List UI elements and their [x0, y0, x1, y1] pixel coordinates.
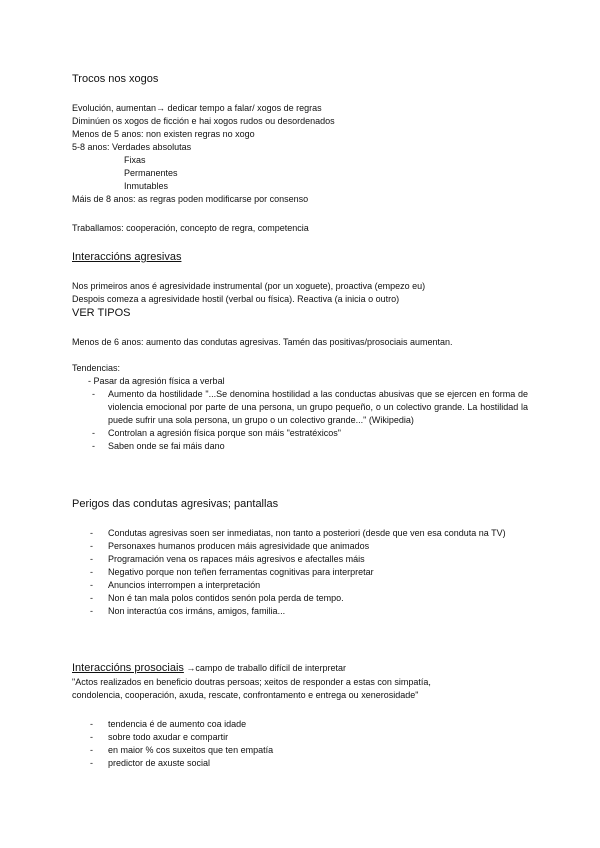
text-line: Máis de 8 anos: as regras poden modificarse por consenso: [72, 194, 309, 204]
prosociais-quote: "Actos realizados en beneficio doutras persoas; xeitos de responder a estas con simpatía, condolencia, cooperación, axuda, rescate, confrontamento e entrega ou xenerosidade": [72, 677, 431, 700]
text-line: Inmutables: [124, 181, 169, 191]
text-line: Menos de 5 anos: non existen regras no xogo: [72, 129, 255, 139]
text-line: Diminúen os xogos de ficción e hai xogos rudos ou desordenados: [72, 116, 335, 126]
list-item: - Non interactúa cos irmáns, amigos, familia...: [72, 605, 542, 618]
list-item: - Non é tan mala polos contidos senón pola perda de tempo.: [72, 592, 542, 605]
list-item: - Controlan a agresión física porque son máis "estratéxicos": [92, 428, 342, 438]
text-line: Despois comeza a agresividade hostil (verbal ou física). Reactiva (a inicia o outro): [72, 294, 400, 304]
text-line: - Pasar da agresión física a verbal: [88, 376, 225, 386]
menos6-line: Menos de 6 anos: aumento das condutas agresivas. Tamén das positivas/prosociais aumentan.: [72, 337, 453, 347]
list-item: - Condutas agresivas soen ser inmediatas, non tanto a posteriori (desde que ven esa conduta na TV): [72, 527, 528, 540]
text-line: 5-8 anos: Verdades absolutas: [72, 142, 192, 152]
section-title-prosociais-row: [72, 661, 542, 675]
section-title-perigos: Perigos das condutas agresivas; pantallas: [72, 498, 279, 510]
traballamos-line: Traballamos: cooperación, concepto de regra, competencia: [72, 223, 309, 233]
text-line: Evolución, aumentan→ dedicar tempo a falar/ xogos de regras: [72, 103, 322, 113]
list-item: - en maior % cos suxeitos que ten empatía: [72, 744, 542, 757]
section-title-prosociais: Interaccións prosociais: [72, 662, 184, 674]
prosociais-note: →campo de traballo difícil de interpretar: [186, 663, 346, 673]
ver-tipos: VER TIPOS: [72, 307, 131, 319]
text-line: Permanentes: [124, 168, 178, 178]
section-title-trocos: Trocos nos xogos: [72, 73, 159, 85]
list-item: - Negativo porque non teñen ferramentas cognitivas para interpretar: [72, 566, 542, 579]
text-line: Nos primeiros anos é agresividade instrumental (por un xoguete), proactiva (empezo eu): [72, 281, 426, 291]
list-item: - tendencia é de aumento coa idade: [72, 718, 542, 731]
prosociais-list: [72, 718, 542, 770]
perigos-list: [72, 527, 542, 618]
section-agresivas-body: [72, 280, 542, 306]
text-line: Fixas: [124, 155, 146, 165]
list-item: - Programación vena os rapaces máis agresivos e afectalles máis: [72, 553, 542, 566]
list-item: - Personaxes humanos producen máis agresividade que animados: [72, 540, 542, 553]
list-item: - Anuncios interrompen a interpretación: [72, 579, 542, 592]
list-item: - Saben onde se fai máis dano: [92, 441, 225, 451]
list-item: - Aumento da hostilidade "...Se denomina hostilidad a las conductas abusivas que se ejercen en forma de violencia emocional por parte de una persona, un grupo pequeño, o un colectivo grande. La hostilidad la puede sufrir una sola persona, un grupo o un colectivo grande..." (Wikipedia): [92, 389, 528, 425]
tendencias-block: [72, 362, 542, 453]
section-trocos-body: [72, 102, 542, 206]
section-title-agresivas: Interaccións agresivas: [72, 251, 182, 263]
list-item: - predictor de axuste social: [72, 757, 542, 770]
list-item: - sobre todo axudar e compartir: [72, 731, 542, 744]
tendencias-label: Tendencias:: [72, 363, 121, 373]
